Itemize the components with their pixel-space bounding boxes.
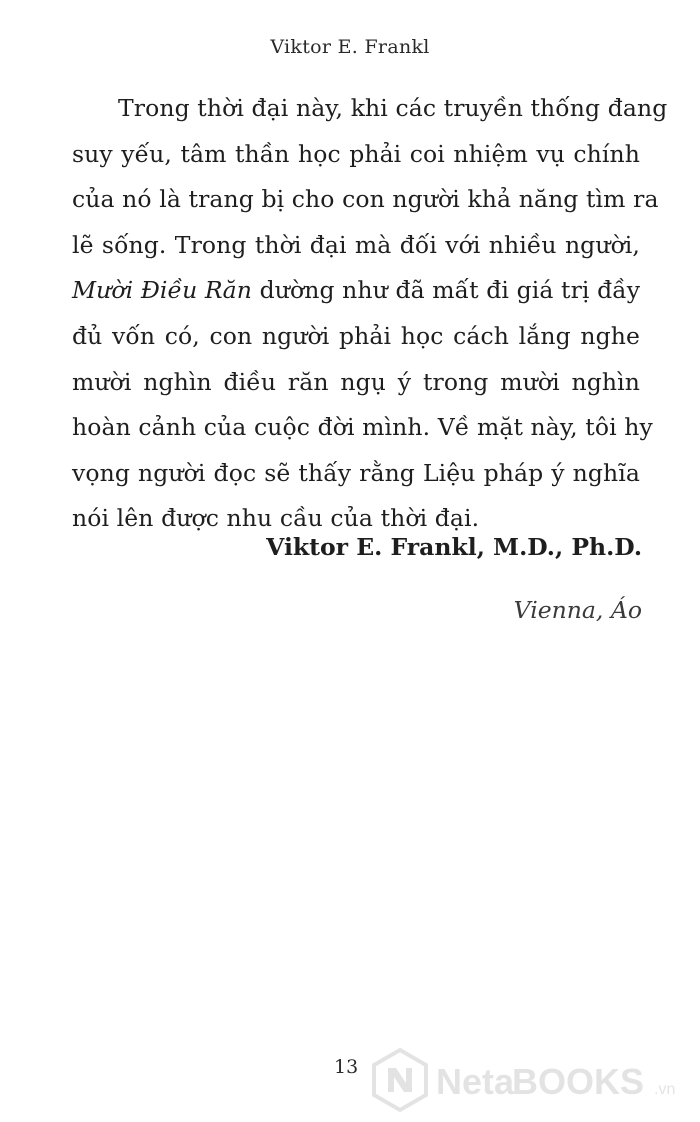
paragraph-line: đủ vốn có, con người phải học cách lắng nghe <box>72 321 640 350</box>
author-signature: Viktor E. Frankl, M.D., Ph.D. <box>266 533 642 561</box>
paragraph-line: nói lên được nhu cầu của thời đại. <box>72 504 480 533</box>
italic-title-phrase: Mười Điều Răn <box>72 276 253 305</box>
watermark-suffix: .vn <box>654 1081 676 1098</box>
paragraph-line: suy yếu, tâm thần học phải coi nhiệm vụ chính <box>72 139 640 168</box>
watermark-brand-b: BOOKS <box>512 1061 645 1102</box>
paragraph-line: hoàn cảnh của cuộc đời mình. Về mặt này, tôi hy <box>72 413 653 442</box>
watermark-brand-a: Neta <box>436 1061 515 1102</box>
paragraph-line: của nó là trang bị cho con người khả năng tìm ra <box>72 185 659 214</box>
running-head: Viktor E. Frankl <box>270 36 430 58</box>
watermark-logo-icon <box>366 1044 686 1114</box>
paragraph-line: mười nghìn điều răn ngụ ý trong mười nghìn <box>72 367 640 396</box>
paragraph-line: lẽ sống. Trong thời đại mà đối với nhiều người, <box>72 230 640 259</box>
paragraph-line-with-italic <box>72 268 640 314</box>
paragraph-line-rest: dường như đã mất đi giá trị đầy <box>259 276 641 305</box>
paragraph-line: vọng người đọc sẽ thấy rằng Liệu pháp ý nghĩa <box>72 458 640 487</box>
body-paragraph <box>72 86 668 542</box>
page-number: 13 <box>334 1056 359 1078</box>
paragraph-line: Trong thời đại này, khi các truyền thống đang <box>118 94 668 122</box>
place-line: Vienna, Áo <box>513 596 642 624</box>
netabooks-watermark <box>366 1044 686 1114</box>
